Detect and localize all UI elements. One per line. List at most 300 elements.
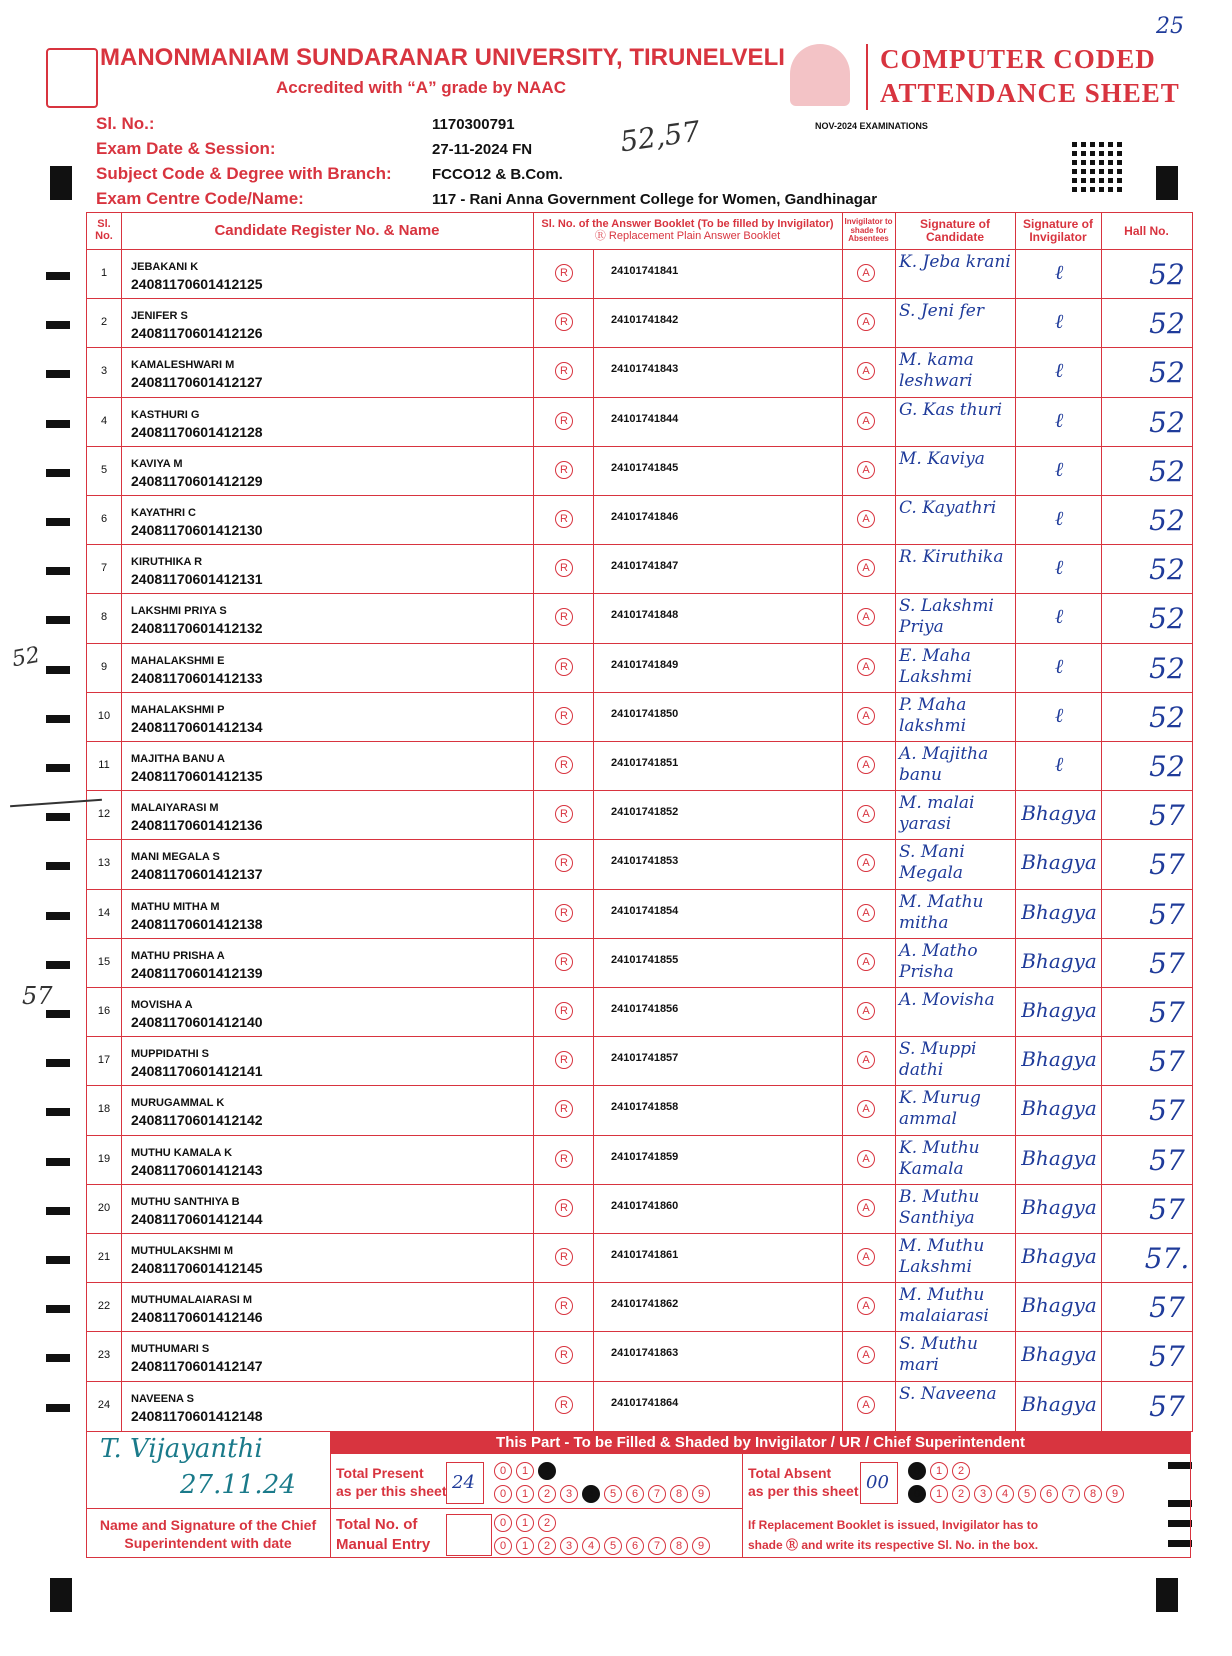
hall-number: 52 — [1149, 258, 1185, 291]
digit-bubble[interactable]: 2 — [538, 1537, 556, 1555]
candidate-signature: S. Mani Megala — [899, 842, 965, 884]
manual-entry-box[interactable] — [446, 1514, 492, 1556]
timing-mark — [46, 1354, 70, 1362]
invigilator-signature: Bhagya — [1021, 1244, 1097, 1268]
replacement-bubble[interactable]: R — [555, 953, 573, 971]
exam-date-value: 27-11-2024 FN — [432, 141, 533, 158]
hall-number: 57 — [1149, 1291, 1185, 1325]
candidate-name: KAVIYA M — [131, 457, 183, 470]
replacement-bubble[interactable]: R — [555, 756, 573, 774]
candidate-name: MUTHUMARI S — [131, 1343, 210, 1356]
replacement-bubble[interactable]: R — [555, 362, 573, 380]
row-sl-no: 20 — [97, 1201, 111, 1214]
digit-bubble[interactable]: 5 — [604, 1485, 622, 1503]
hall-number: 52 — [1149, 750, 1185, 783]
digit-bubble[interactable]: 1 — [516, 1514, 534, 1532]
digit-bubble[interactable]: 2 — [952, 1485, 970, 1503]
replacement-bubble[interactable]: R — [555, 1150, 573, 1168]
register-number: 24081170601412125 — [131, 276, 263, 292]
replacement-bubble[interactable]: R — [555, 313, 573, 331]
booklet-number: 24101741851 — [611, 757, 679, 769]
hall-number: 52 — [1149, 553, 1185, 587]
table-row — [87, 1282, 1192, 1332]
register-number: 24081170601412145 — [131, 1260, 263, 1276]
margin-note-57: 57 — [22, 982, 53, 1010]
digit-bubble[interactable]: 9 — [1106, 1485, 1124, 1503]
hall-note: 52,57 — [618, 114, 703, 159]
digit-bubble[interactable]: 8 — [670, 1485, 688, 1503]
candidate-signature: M. Mathu mitha — [899, 891, 984, 933]
invigilator-signature: ℓ — [1054, 702, 1064, 727]
booklet-number: 24101741864 — [611, 1396, 679, 1409]
digit-bubble[interactable]: 5 — [604, 1537, 622, 1555]
manual-tens-bubbles[interactable] — [494, 1513, 560, 1532]
table-row — [87, 938, 1192, 988]
invigilator-signature: Bhagya — [1021, 899, 1097, 924]
absentee-bubble[interactable]: A — [857, 1346, 875, 1364]
booklet-number: 24101741850 — [611, 707, 679, 720]
candidate-signature: S. Lakshmi Priya — [899, 596, 994, 638]
booklet-number: 24101741845 — [611, 461, 679, 474]
timing-mark — [1156, 166, 1178, 200]
sl-no-value: 1170300791 — [432, 116, 515, 133]
timing-mark — [46, 1108, 70, 1116]
candidate-name: MUPPIDATHI S — [131, 1048, 210, 1061]
table-row — [87, 397, 1192, 447]
replacement-bubble[interactable]: R — [555, 461, 573, 479]
row-sl-no: 10 — [97, 709, 111, 722]
absent-label-2: as per this sheet — [748, 1483, 859, 1499]
present-value: 24 — [452, 1472, 475, 1493]
hall-number: 52 — [1149, 602, 1185, 636]
absentee-bubble[interactable]: A — [857, 1051, 875, 1069]
candidate-signature: K. Murug ammal — [899, 1088, 981, 1130]
candidate-signature: A. Majitha banu — [899, 744, 989, 785]
header-hall-no: Hall No. — [1124, 223, 1169, 238]
candidate-name: MUTHULAKSHMI M — [131, 1245, 234, 1257]
candidate-name: MUTHU SANTHIYA B — [131, 1195, 240, 1208]
page-number: 25 — [1156, 14, 1184, 39]
table-row — [87, 1331, 1192, 1381]
absentee-bubble[interactable]: A — [857, 313, 875, 331]
digit-bubble[interactable]: 8 — [670, 1537, 688, 1555]
row-sl-no: 9 — [100, 660, 108, 673]
row-sl-no: 8 — [100, 611, 108, 624]
candidate-signature: M. Kaviya — [899, 448, 985, 469]
row-sl-no: 19 — [97, 1152, 111, 1165]
invigilator-signature: ℓ — [1054, 506, 1064, 530]
replacement-bubble[interactable]: R — [555, 1297, 573, 1315]
register-number: 24081170601412135 — [131, 768, 263, 784]
candidate-name: KAMALESHWARI M — [131, 359, 235, 372]
invigilator-signature: Bhagya — [1021, 1047, 1097, 1072]
timing-mark — [46, 567, 70, 575]
digit-bubble[interactable]: 0 — [494, 1537, 512, 1555]
timing-mark — [46, 272, 70, 280]
candidate-name: MATHU MITHA M — [131, 900, 220, 913]
booklet-number: 24101741859 — [611, 1150, 679, 1163]
table-row — [87, 495, 1192, 545]
timing-mark — [46, 1010, 70, 1018]
candidate-name: MUTHUMALAIARASI M — [131, 1294, 252, 1307]
hall-number: 57 — [1149, 848, 1185, 882]
absentee-bubble[interactable]: A — [857, 510, 875, 528]
hall-number: 57 — [1149, 1094, 1185, 1128]
invigilator-signature: Bhagya — [1021, 1145, 1097, 1170]
subject-label: Subject Code & Degree with Branch: — [96, 164, 392, 183]
candidate-name: MURUGAMMAL K — [131, 1097, 225, 1110]
replacement-bubble[interactable]: R — [555, 510, 573, 528]
present-tens-bubbles[interactable] — [494, 1461, 560, 1480]
candidate-name: MAJITHA BANU A — [131, 753, 225, 765]
row-sl-no: 22 — [97, 1300, 111, 1313]
table-row — [87, 249, 1192, 299]
table-row — [87, 692, 1192, 742]
candidate-signature: S. Naveena — [899, 1383, 997, 1404]
footer-title-bar: This Part - To be Filled & Shaded by Invigilator / UR / Chief Superintendent — [330, 1432, 1191, 1454]
digit-bubble[interactable]: 0 — [494, 1485, 512, 1503]
candidate-signature: R. Kiruthika — [899, 547, 1004, 568]
candidate-signature: M. malai yarasi — [899, 793, 975, 835]
invigilator-signature: Bhagya — [1021, 1293, 1097, 1318]
hall-number: 57 — [1149, 996, 1185, 1029]
row-sl-no: 1 — [100, 267, 108, 279]
digit-bubble[interactable]: 0 — [494, 1462, 512, 1480]
invigilator-signature: ℓ — [1054, 555, 1064, 580]
invigilator-signature: ℓ — [1054, 260, 1064, 284]
digit-bubble[interactable]: 0 — [494, 1514, 512, 1532]
row-sl-no: 6 — [100, 513, 108, 525]
absentee-bubble[interactable]: A — [857, 362, 875, 380]
hall-number: 57 — [1149, 946, 1185, 980]
row-sl-no: 18 — [97, 1103, 111, 1116]
absentee-bubble[interactable]: A — [857, 1100, 875, 1118]
absentee-bubble[interactable]: A — [857, 1002, 875, 1020]
invigilator-signature: Bhagya — [1021, 998, 1097, 1022]
absentee-bubble[interactable]: A — [857, 805, 875, 823]
digit-bubble[interactable]: 0 — [908, 1485, 926, 1503]
chief-sign-date: 27.11.24 — [180, 1470, 296, 1500]
candidate-signature: G. Kas thuri — [899, 399, 1003, 420]
digit-bubble[interactable]: 4 — [582, 1485, 600, 1503]
qr-code — [1072, 142, 1122, 192]
register-number: 24081170601412126 — [131, 325, 263, 342]
absentee-bubble[interactable]: A — [857, 608, 875, 626]
register-number: 24081170601412141 — [131, 1063, 263, 1080]
booklet-number: 24101741862 — [611, 1298, 679, 1311]
header-booklet — [533, 213, 842, 249]
register-number: 24081170601412138 — [131, 915, 263, 932]
table-row — [87, 1381, 1192, 1431]
absentee-bubble[interactable]: A — [857, 756, 875, 774]
table-row — [87, 446, 1192, 496]
header-booklet-sub: Ⓡ Replacement Plain Answer Booklet — [594, 230, 781, 242]
digit-bubble[interactable]: 4 — [582, 1537, 600, 1555]
replacement-bubble[interactable]: R — [555, 707, 573, 725]
candidate-name: LAKSHMI PRIYA S — [131, 605, 227, 618]
timing-mark — [46, 1207, 70, 1215]
candidate-signature: A. Matho Prisha — [899, 940, 978, 982]
absentee-bubble[interactable]: A — [857, 559, 875, 577]
hall-number: 57. — [1144, 1242, 1190, 1275]
digit-bubble[interactable]: 7 — [648, 1485, 666, 1503]
sl-no-label: Sl. No.: — [96, 114, 155, 133]
hall-number: 52 — [1149, 356, 1185, 390]
invigilator-signature: ℓ — [1054, 653, 1064, 678]
table-row — [87, 839, 1192, 889]
digit-bubble[interactable]: 2 — [538, 1462, 556, 1480]
manual-units-bubbles[interactable] — [494, 1536, 714, 1555]
candidate-signature: B. Muthu Santhiya — [899, 1186, 980, 1228]
timing-mark — [46, 813, 70, 821]
row-sl-no: 13 — [97, 857, 111, 870]
register-number: 24081170601412136 — [131, 817, 263, 834]
hall-number: 52 — [1149, 405, 1185, 439]
candidate-signature: S. Muppi dathi — [899, 1039, 977, 1081]
centre-value: 117 - Rani Anna Government College for Women, Gandhinagar — [432, 191, 878, 208]
booklet-number: 24101741861 — [611, 1249, 679, 1261]
replacement-note-2: shade Ⓡ and write its respective Sl. No. in the box. — [748, 1538, 1039, 1552]
replacement-bubble[interactable]: R — [555, 264, 573, 282]
header-sl: Sl. No. — [95, 218, 113, 242]
booklet-number: 24101741857 — [611, 1052, 679, 1065]
row-sl-no: 16 — [97, 1005, 111, 1017]
invigilator-signature: Bhagya — [1021, 948, 1097, 973]
candidate-signature: M. Muthu malaiarasi — [899, 1285, 989, 1327]
row-sl-no: 24 — [97, 1398, 111, 1411]
digit-bubble[interactable]: 7 — [1062, 1485, 1080, 1503]
hall-number: 52 — [1149, 454, 1185, 488]
absentee-bubble[interactable]: A — [857, 658, 875, 676]
candidate-name: NAVEENA S — [131, 1392, 194, 1405]
booklet-number: 24101741856 — [611, 1003, 679, 1015]
booklet-number: 24101741843 — [611, 363, 679, 376]
replacement-bubble[interactable]: R — [555, 1248, 573, 1266]
replacement-note-1: If Replacement Booklet is issued, Invigilator has to — [748, 1518, 1039, 1532]
absentee-bubble[interactable]: A — [857, 1248, 875, 1266]
digit-bubble[interactable]: 1 — [516, 1485, 534, 1503]
candidate-signature: P. Maha lakshmi — [899, 694, 967, 736]
invigilator-signature: Bhagya — [1021, 1391, 1097, 1416]
hall-number: 52 — [1149, 307, 1185, 341]
register-number: 24081170601412131 — [131, 571, 263, 588]
chief-signature: T. Vijayanthi — [100, 1434, 263, 1464]
table-row — [87, 1085, 1192, 1135]
candidate-signature: S. Jeni fer — [899, 301, 984, 322]
absent-tens-bubbles[interactable] — [908, 1461, 974, 1480]
digit-bubble[interactable]: 6 — [626, 1485, 644, 1503]
header-candidate-signature: Signature of Candidate — [919, 217, 990, 244]
hall-number: 57 — [1149, 897, 1185, 931]
hall-number: 57 — [1149, 1045, 1185, 1079]
row-sl-no: 4 — [100, 414, 108, 427]
replacement-bubble[interactable]: R — [555, 1346, 573, 1364]
absentee-bubble[interactable]: A — [857, 904, 875, 922]
header-absentee-shade: Invigilator to shade for Absentees — [844, 217, 893, 244]
invigilator-signature: Bhagya — [1021, 801, 1097, 826]
digit-bubble[interactable]: 6 — [1040, 1485, 1058, 1503]
invigilator-signature: ℓ — [1054, 309, 1064, 334]
candidate-name: MOVISHA A — [131, 999, 193, 1011]
digit-bubble[interactable]: 3 — [974, 1485, 992, 1503]
booklet-number: 24101741842 — [611, 314, 679, 327]
digit-bubble[interactable]: 6 — [626, 1537, 644, 1555]
replacement-bubble[interactable]: R — [555, 1396, 573, 1414]
digit-bubble[interactable]: 3 — [560, 1485, 578, 1503]
row-sl-no: 7 — [100, 562, 108, 575]
replacement-bubble[interactable]: R — [555, 805, 573, 823]
candidate-name: KASTHURI G — [131, 408, 200, 421]
invigilator-signature: ℓ — [1054, 604, 1064, 629]
register-number: 24081170601412148 — [131, 1407, 263, 1424]
replacement-bubble[interactable]: R — [555, 1100, 573, 1118]
absentee-bubble[interactable]: A — [857, 854, 875, 872]
replacement-bubble[interactable]: R — [555, 1051, 573, 1069]
candidate-name: JENIFER S — [131, 310, 188, 323]
invigilator-signature: ℓ — [1054, 407, 1064, 432]
absentee-bubble[interactable]: A — [857, 953, 875, 971]
table-row — [87, 593, 1192, 643]
table-row — [87, 544, 1192, 594]
digit-bubble[interactable]: 1 — [516, 1537, 534, 1555]
header-candidate: Candidate Register No. & Name — [214, 222, 440, 240]
present-label-1: Total Present — [336, 1465, 424, 1481]
row-sl-no: 14 — [97, 906, 111, 919]
candidate-name: MATHU PRISHA A — [131, 949, 225, 962]
digit-bubble[interactable]: 2 — [538, 1485, 556, 1503]
booklet-number: 24101741855 — [611, 953, 679, 966]
exam-session-tag: NOV-2024 EXAMINATIONS — [815, 121, 928, 131]
booklet-number: 24101741854 — [611, 904, 679, 917]
timing-mark — [46, 1158, 70, 1166]
digit-bubble[interactable]: 2 — [952, 1462, 970, 1480]
timing-mark — [46, 764, 70, 772]
hall-number: 57 — [1149, 1340, 1185, 1374]
booklet-number: 24101741863 — [611, 1347, 679, 1360]
replacement-bubble[interactable]: R — [555, 854, 573, 872]
table-row — [87, 889, 1192, 939]
digit-bubble[interactable]: 8 — [1084, 1485, 1102, 1503]
replacement-bubble[interactable]: R — [555, 559, 573, 577]
row-sl-no: 17 — [97, 1054, 111, 1067]
register-number: 24081170601412147 — [131, 1358, 263, 1375]
register-number: 24081170601412142 — [131, 1112, 263, 1129]
table-row — [87, 1184, 1192, 1234]
row-sl-no: 2 — [100, 316, 108, 329]
timing-mark — [46, 1059, 70, 1067]
booklet-number: 24101741841 — [611, 265, 679, 277]
booklet-number: 24101741846 — [611, 511, 679, 523]
timing-mark — [46, 420, 70, 428]
timing-mark — [46, 321, 70, 329]
register-number: 24081170601412133 — [131, 669, 263, 686]
header-divider — [866, 44, 868, 110]
absentee-bubble[interactable]: A — [857, 707, 875, 725]
candidate-name: MUTHU KAMALA K — [131, 1146, 233, 1159]
timing-mark — [46, 1256, 70, 1264]
absentee-bubble[interactable]: A — [857, 1297, 875, 1315]
timing-mark — [46, 1404, 70, 1412]
digit-bubble[interactable]: 4 — [996, 1485, 1014, 1503]
replacement-bubble[interactable]: R — [555, 1002, 573, 1020]
invigilator-signature: Bhagya — [1021, 1342, 1097, 1367]
absent-units-bubbles[interactable] — [908, 1484, 1128, 1503]
register-number: 24081170601412127 — [131, 374, 263, 391]
absent-label-1: Total Absent — [748, 1465, 832, 1481]
booklet-number: 24101741848 — [611, 609, 679, 622]
timing-mark — [46, 666, 70, 674]
digit-bubble[interactable]: 0 — [908, 1462, 926, 1480]
absentee-bubble[interactable]: A — [857, 1396, 875, 1414]
replacement-bubble[interactable]: R — [555, 1199, 573, 1217]
booklet-number: 24101741858 — [611, 1101, 679, 1114]
timing-mark — [46, 469, 70, 477]
register-number: 24081170601412143 — [131, 1161, 263, 1178]
centre-label: Exam Centre Code/Name: — [96, 189, 304, 208]
row-sl-no: 5 — [100, 463, 108, 476]
hall-number: 57 — [1149, 1143, 1185, 1177]
candidate-signature: A. Movisha — [899, 990, 995, 1010]
register-number: 24081170601412144 — [131, 1210, 263, 1227]
candidate-name: KAYATHRI C — [131, 507, 196, 519]
digit-bubble[interactable]: 5 — [1018, 1485, 1036, 1503]
candidate-name: MAHALAKSHMI E — [131, 654, 225, 667]
digit-bubble[interactable]: 1 — [516, 1462, 534, 1480]
replacement-bubble[interactable]: R — [555, 904, 573, 922]
hall-number: 52 — [1149, 651, 1185, 685]
candidate-signature: M. Muthu Lakshmi — [899, 1236, 985, 1277]
present-units-bubbles[interactable] — [494, 1484, 714, 1503]
timing-mark — [46, 715, 70, 723]
digit-bubble[interactable]: 7 — [648, 1537, 666, 1555]
absentee-bubble[interactable]: A — [857, 412, 875, 430]
register-number: 24081170601412130 — [131, 522, 263, 538]
absentee-bubble[interactable]: A — [857, 1199, 875, 1217]
candidate-name: MAHALAKSHMI P — [131, 703, 225, 716]
digit-bubble[interactable]: 9 — [692, 1485, 710, 1503]
register-number: 24081170601412134 — [131, 718, 263, 735]
digit-bubble[interactable]: 9 — [692, 1537, 710, 1555]
hall-number: 52 — [1149, 700, 1185, 734]
absentee-bubble[interactable]: A — [857, 461, 875, 479]
manual-label-2: Manual Entry — [336, 1536, 431, 1553]
candidate-signature: K. Jeba krani — [899, 252, 1011, 272]
invigilator-signature: Bhagya — [1021, 1194, 1097, 1219]
digit-bubble[interactable]: 1 — [930, 1462, 948, 1480]
absentee-bubble[interactable]: A — [857, 1150, 875, 1168]
accreditation-text: Accredited with “A” grade by NAAC — [276, 78, 566, 97]
hall-number: 57 — [1149, 1389, 1185, 1423]
booklet-number: 24101741847 — [611, 560, 679, 573]
absent-value: 00 — [866, 1472, 889, 1493]
digit-bubble[interactable]: 2 — [538, 1514, 556, 1532]
table-row — [87, 347, 1192, 397]
row-sl-no: 3 — [100, 365, 108, 378]
timing-mark — [46, 518, 70, 526]
timing-mark — [46, 862, 70, 870]
replacement-bubble[interactable]: R — [555, 412, 573, 430]
absentee-bubble[interactable]: A — [857, 264, 875, 282]
replacement-bubble[interactable]: R — [555, 608, 573, 626]
table-row — [87, 298, 1192, 348]
timing-mark — [1156, 1578, 1178, 1612]
sheet-title-line1: COMPUTER CODED — [880, 44, 1156, 74]
founder-portrait — [790, 44, 850, 106]
university-name: MANONMANIAM SUNDARANAR UNIVERSITY, TIRUNELVELI — [100, 44, 785, 71]
digit-bubble[interactable]: 3 — [560, 1537, 578, 1555]
digit-bubble[interactable]: 1 — [930, 1485, 948, 1503]
replacement-bubble[interactable]: R — [555, 658, 573, 676]
